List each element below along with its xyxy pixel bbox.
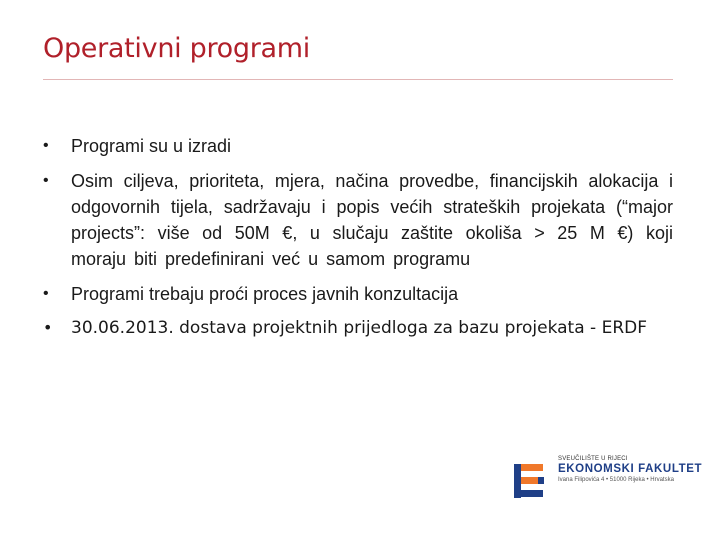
bullet-marker: • (43, 285, 49, 302)
bullet-marker: • (43, 137, 49, 154)
slide-title: Operativni programi (43, 33, 310, 64)
bullet-text: Osim ciljeva, prioriteta, mjera, načina provedbe, financijskih alokacija i odgovornih tijela, sadržavaju i popis većih strateških projekata (“major projects”: više od 50M €, u slučaju zaštite okoliša > 25 M €) koji moraju biti predefinirani već u samom programu (71, 171, 673, 269)
title-divider (43, 79, 673, 80)
bullet-text: Programi trebaju proći proces javnih konzultacija (71, 284, 459, 304)
bullet-text: Programi su u izradi (71, 136, 232, 156)
logo-address-line: Ivana Filipovića 4 • 51000 Rijeka • Hrvatska (558, 477, 674, 483)
bullet-text: 30.06.2013. dostava projektnih prijedloga za bazu projekata - ERDF (71, 318, 647, 338)
faculty-logo-text (558, 456, 708, 483)
logo-university-line: SVEUČILIŠTE U RIJECI (558, 456, 628, 462)
bullet-marker: • (43, 318, 53, 337)
bullet-item (43, 133, 673, 159)
bullet-list (43, 133, 673, 349)
bullet-item (43, 168, 673, 272)
bullet-item (43, 281, 673, 307)
bullet-marker: • (43, 172, 49, 189)
bullet-item (43, 316, 673, 340)
faculty-logo-mark-icon (512, 460, 548, 502)
faculty-logo (512, 456, 702, 506)
logo-faculty-line: EKONOMSKI FAKULTET (558, 463, 703, 475)
